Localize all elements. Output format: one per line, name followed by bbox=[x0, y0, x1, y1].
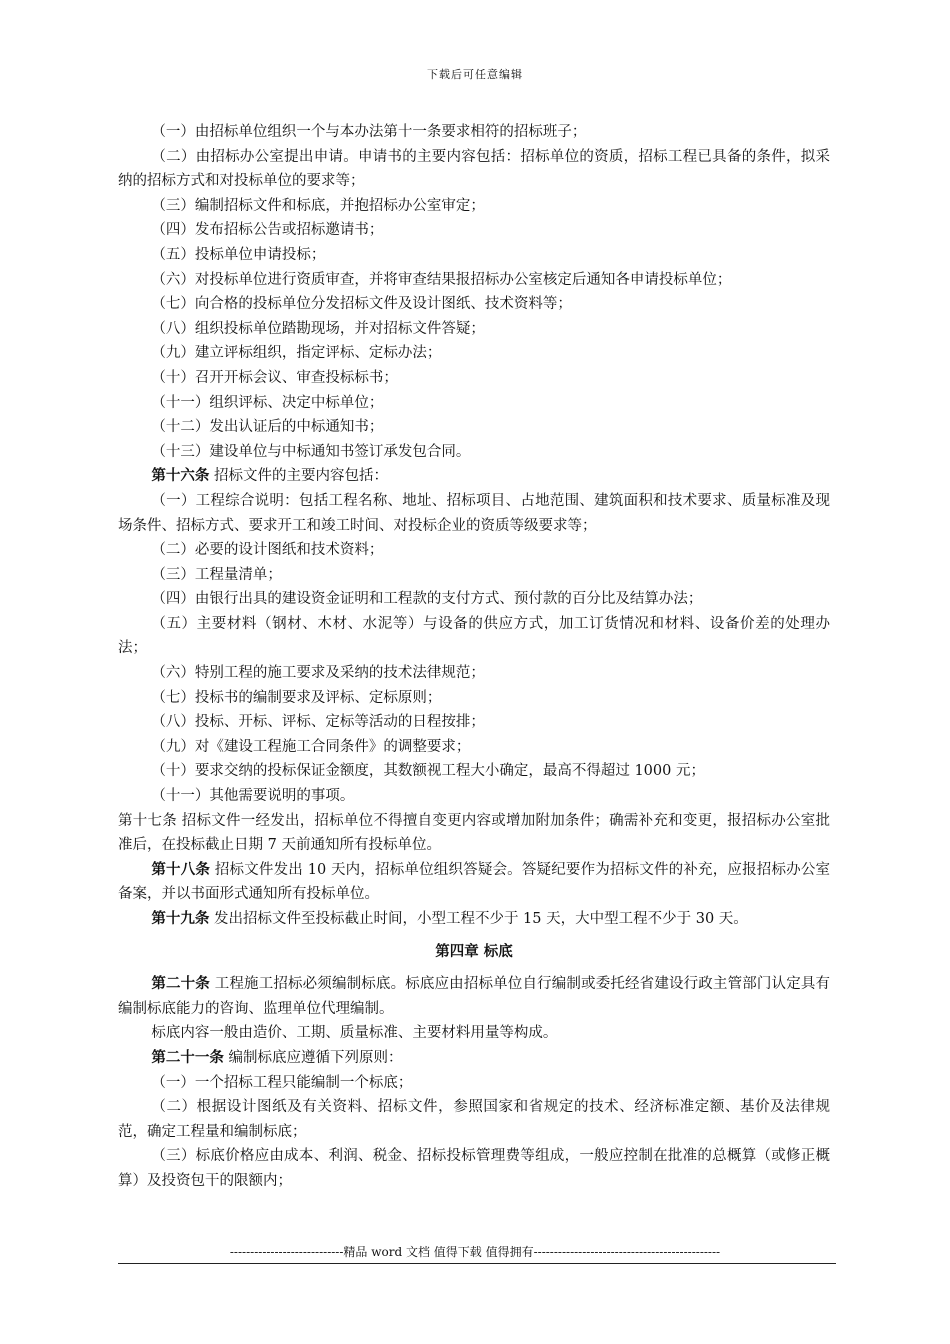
footer-divider bbox=[118, 1263, 836, 1264]
article-text: 招标文件发出 10 天内，招标单位组织答疑会。答疑纪要作为招标文件的补充，应报招标办公室备案，并以书面形式通知所有投标单位。 bbox=[118, 861, 830, 903]
article-label: 第十九条 bbox=[151, 910, 210, 927]
list-item: （六）特别工程的施工要求及采纳的技术法律规范； bbox=[151, 665, 485, 682]
article-text: 招标文件的主要内容包括： bbox=[209, 468, 388, 485]
article-label: 第十八条 bbox=[151, 860, 211, 878]
article-19 bbox=[118, 907, 830, 932]
page-header: 下载后可任意编辑 bbox=[427, 68, 523, 81]
article-17: 第十七条 招标文件一经发出，招标单位不得擅自变更内容或增加附加条件；确需补充和变更，报招标办公室批准后，在投标截止日期 7 天前通知所有投标单位。 bbox=[118, 812, 830, 854]
article-label: 第二十一条 bbox=[151, 1048, 224, 1066]
list-item: （十一）其他需要说明的事项。 bbox=[151, 788, 355, 805]
list-item: （十二）发出认证后的中标通知书； bbox=[151, 419, 384, 436]
list-item: （一）一个招标工程只能编制一个标底； bbox=[151, 1074, 413, 1091]
list-item: （九）对《建设工程施工合同条件》的调整要求； bbox=[151, 738, 471, 755]
list-item: （四）由银行出具的建设资金证明和工程款的支付方式、预付款的百分比及结算办法； bbox=[151, 591, 703, 608]
article-20 bbox=[118, 972, 830, 1021]
list-item: （五）主要材料（钢材、木材、水泥等）与设备的供应方式，加工订货情况和材料、设备价差的处理办法； bbox=[118, 615, 830, 657]
list-item: （七）投标书的编制要求及评标、定标原则； bbox=[151, 689, 442, 706]
list-item: （二）由招标办公室提出申请。申请书的主要内容包括：招标单位的资质，招标工程已具备的条件，拟采纳的招标方式和对投标单位的要求等； bbox=[118, 148, 830, 190]
list-item: （十）要求交纳的投标保证金额度，其数额视工程大小确定，最高不得超过 1000 元； bbox=[151, 763, 705, 780]
list-item: （十一）组织评标、决定中标单位； bbox=[151, 394, 384, 411]
list-item: （八）组织投标单位踏勘现场，并对招标文件答疑； bbox=[151, 320, 485, 337]
article-text: 编制标底应遵循下列原则： bbox=[223, 1049, 403, 1066]
list-item: （六）对投标单位进行资质审查，并将审查结果报招标办公室核定后通知各申请投标单位； bbox=[151, 271, 732, 288]
chapter-title: 第四章 标底 bbox=[435, 942, 513, 960]
list-item: （十）召开开标会议、审查投标标书； bbox=[151, 369, 398, 386]
article-21 bbox=[118, 1046, 830, 1071]
list-item: （一）工程综合说明：包括工程名称、地址、招标项目、占地范围、建筑面积和技术要求、质量标准及现场条件、招标方式、要求开工和竣工时间、对投标企业的资质等级要求等； bbox=[118, 492, 830, 534]
page-footer: ----------------------------精品 word 文档 值得下载 值得拥有---------------------------------------------- bbox=[229, 1245, 721, 1259]
article-label: 第二十条 bbox=[151, 975, 210, 993]
list-item: （三）标底价格应由成本、利润、税金、招标投标管理费等组成，一般应控制在批准的总概算（或修正概算）及投资包干的限额内； bbox=[118, 1148, 830, 1189]
list-item: （二）必要的设计图纸和技术资料； bbox=[151, 542, 384, 559]
article-16 bbox=[118, 464, 830, 489]
list-item: （三）工程量清单； bbox=[151, 566, 282, 583]
list-item: （九）建立评标组织，指定评标、定标办法； bbox=[151, 345, 442, 362]
list-item: （三）编制招标文件和标底，并抱招标办公室审定； bbox=[151, 197, 485, 214]
list-item: （七）向合格的投标单位分发招标文件及设计图纸、技术资料等； bbox=[151, 296, 572, 313]
list-item: （十三）建设单位与中标通知书签订承发包合同。 bbox=[151, 443, 471, 460]
list-item: （八）投标、开标、评标、定标等活动的日程按排； bbox=[151, 714, 485, 731]
list-item: （一）由招标单位组织一个与本办法第十一条要求相符的招标班子； bbox=[151, 124, 587, 140]
document-body bbox=[118, 120, 830, 1194]
list-item: （四）发布招标公告或招标邀请书； bbox=[151, 222, 384, 239]
paragraph: 标底内容一般由造价、工期、质量标准、主要材料用量等构成。 bbox=[151, 1025, 558, 1042]
article-label: 第十六条 bbox=[151, 467, 210, 485]
article-text: 工程施工招标必须编制标底。标底应由招标单位自行编制或委托经省建设行政主管部门认定具有编制标底能力的咨询、监理单位代理编制。 bbox=[118, 976, 831, 1017]
list-item: （五）投标单位申请投标； bbox=[151, 246, 326, 263]
list-item: （二）根据设计图纸及有关资料、招标文件，参照国家和省规定的技术、经济标准定额、基价及法律规范，确定工程量和编制标底； bbox=[118, 1099, 830, 1140]
article-18 bbox=[118, 858, 830, 907]
article-text: 发出招标文件至投标截止时间，小型工程不少于 15 天，大中型工程不少于 30 天。 bbox=[209, 911, 748, 927]
